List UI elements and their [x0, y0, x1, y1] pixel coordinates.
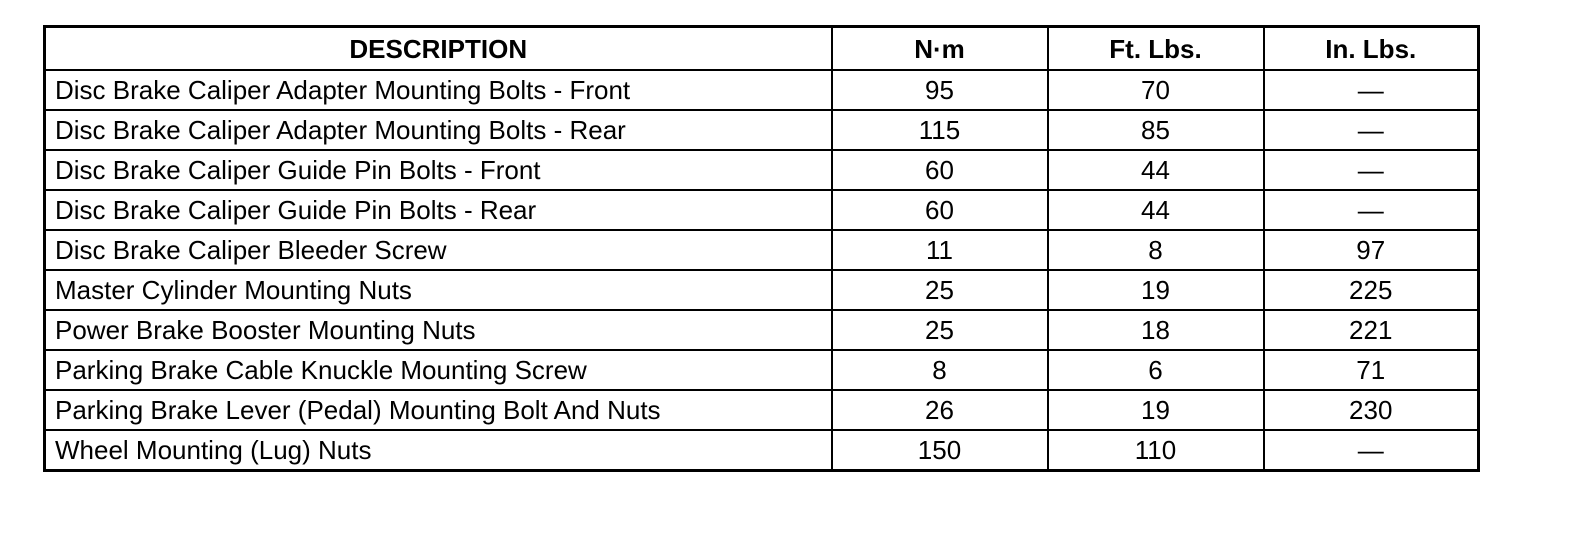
table-header — [45, 27, 1479, 71]
table-row — [45, 310, 1479, 350]
nm-cell: 11 — [832, 230, 1048, 270]
description-cell: Parking Brake Cable Knuckle Mounting Screw — [45, 350, 832, 390]
description-cell: Master Cylinder Mounting Nuts — [45, 270, 832, 310]
nm-cell: 25 — [832, 270, 1048, 310]
in-lbs-cell: — — [1264, 110, 1479, 150]
in-lbs-cell: — — [1264, 70, 1479, 110]
column-header-in-lbs: In. Lbs. — [1264, 27, 1479, 71]
description-cell: Disc Brake Caliper Guide Pin Bolts - Rear — [45, 190, 832, 230]
in-lbs-cell: — — [1264, 430, 1479, 471]
column-header-ft-lbs: Ft. Lbs. — [1048, 27, 1264, 71]
nm-cell: 115 — [832, 110, 1048, 150]
ft-lbs-cell: 70 — [1048, 70, 1264, 110]
nm-cell: 60 — [832, 150, 1048, 190]
table-row — [45, 150, 1479, 190]
table-row — [45, 110, 1479, 150]
description-cell: Disc Brake Caliper Adapter Mounting Bolts - Front — [45, 70, 832, 110]
in-lbs-cell: — — [1264, 150, 1479, 190]
table-row — [45, 350, 1479, 390]
table-body — [45, 70, 1479, 471]
nm-cell: 60 — [832, 190, 1048, 230]
table-row — [45, 270, 1479, 310]
description-cell: Disc Brake Caliper Adapter Mounting Bolts - Rear — [45, 110, 832, 150]
table-row — [45, 70, 1479, 110]
in-lbs-cell: — — [1264, 190, 1479, 230]
header-row — [45, 27, 1479, 71]
ft-lbs-cell: 110 — [1048, 430, 1264, 471]
description-cell: Power Brake Booster Mounting Nuts — [45, 310, 832, 350]
table-row — [45, 430, 1479, 471]
column-header-description: DESCRIPTION — [45, 27, 832, 71]
in-lbs-cell: 221 — [1264, 310, 1479, 350]
ft-lbs-cell: 44 — [1048, 190, 1264, 230]
torque-spec-table — [43, 25, 1480, 472]
ft-lbs-cell: 6 — [1048, 350, 1264, 390]
ft-lbs-cell: 19 — [1048, 270, 1264, 310]
ft-lbs-cell: 18 — [1048, 310, 1264, 350]
in-lbs-cell: 225 — [1264, 270, 1479, 310]
in-lbs-cell: 230 — [1264, 390, 1479, 430]
nm-cell: 25 — [832, 310, 1048, 350]
description-cell: Disc Brake Caliper Guide Pin Bolts - Front — [45, 150, 832, 190]
ft-lbs-cell: 44 — [1048, 150, 1264, 190]
description-cell: Parking Brake Lever (Pedal) Mounting Bolt And Nuts — [45, 390, 832, 430]
nm-cell: 150 — [832, 430, 1048, 471]
description-cell: Wheel Mounting (Lug) Nuts — [45, 430, 832, 471]
nm-cell: 8 — [832, 350, 1048, 390]
nm-cell: 26 — [832, 390, 1048, 430]
in-lbs-cell: 97 — [1264, 230, 1479, 270]
column-header-nm: N·m — [832, 27, 1048, 71]
table-row — [45, 230, 1479, 270]
ft-lbs-cell: 85 — [1048, 110, 1264, 150]
in-lbs-cell: 71 — [1264, 350, 1479, 390]
table-row — [45, 190, 1479, 230]
ft-lbs-cell: 8 — [1048, 230, 1264, 270]
description-cell: Disc Brake Caliper Bleeder Screw — [45, 230, 832, 270]
ft-lbs-cell: 19 — [1048, 390, 1264, 430]
nm-cell: 95 — [832, 70, 1048, 110]
table-row — [45, 390, 1479, 430]
